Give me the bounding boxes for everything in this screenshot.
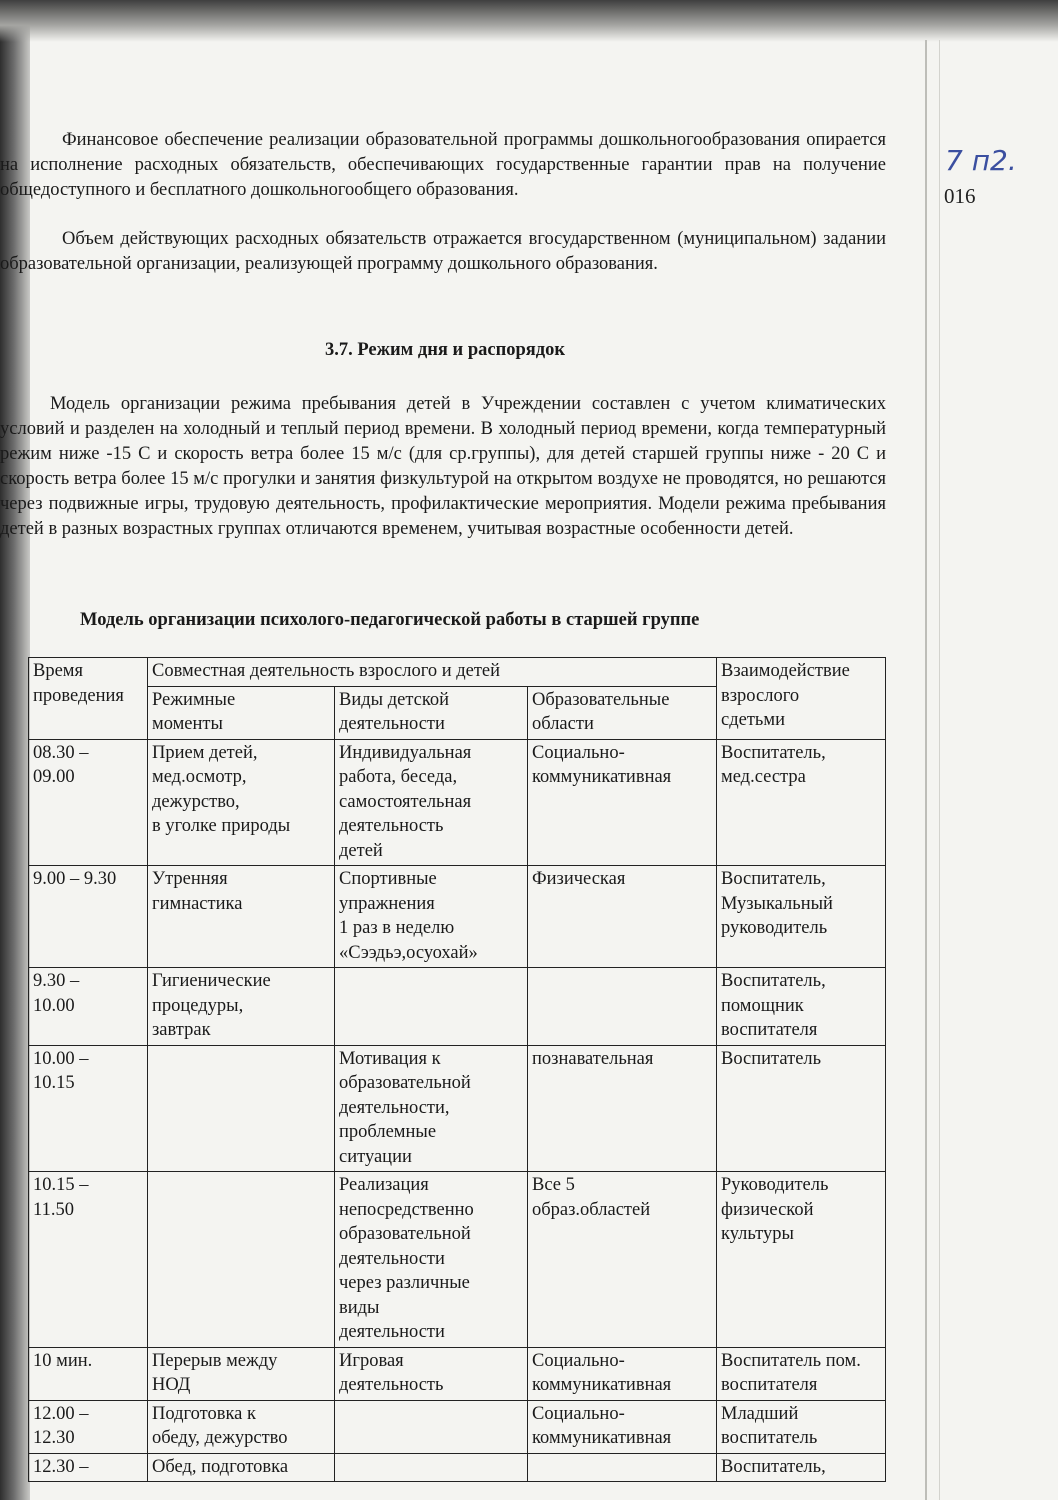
cell-moment: Перерыв между НОД bbox=[148, 1347, 335, 1400]
cell-activity bbox=[335, 968, 528, 1046]
cell-moment bbox=[148, 1045, 335, 1172]
schedule-table bbox=[28, 657, 886, 1482]
cell-activity bbox=[335, 1400, 528, 1453]
header-regime-moments: Режимные моменты bbox=[148, 686, 335, 739]
cell-time: 12.00 – 12.30 bbox=[29, 1400, 148, 1453]
cell-activity: Мотивация к образовательной деятельности, проблемные ситуации bbox=[335, 1045, 528, 1172]
paragraph-volume-text: Объем действующих расходных обязательств отражается вгосударственном (муниципальном) задании образовательной организации, реализующей программу дошкольного образования. bbox=[0, 229, 886, 274]
cell-activity: Игровая деятельность bbox=[335, 1347, 528, 1400]
header-time: Время проведения bbox=[29, 658, 148, 740]
table-title: Модель организации психолого-педагогической работы в старшей группе bbox=[80, 610, 700, 630]
cell-area: познавательная bbox=[528, 1045, 717, 1172]
cell-activity: Спортивные упражнения 1 раз в неделю «Сээдьэ,осуохай» bbox=[335, 866, 528, 968]
table-row bbox=[29, 739, 886, 866]
cell-area: Социально- коммуникативная bbox=[528, 739, 717, 866]
cell-area: Социально- коммуникативная bbox=[528, 1347, 717, 1400]
cell-area: Социально- коммуникативная bbox=[528, 1400, 717, 1453]
cell-activity bbox=[335, 1453, 528, 1482]
table-row bbox=[29, 1045, 886, 1172]
paragraph-volume bbox=[0, 227, 886, 277]
cell-interaction: Воспитатель, помощник воспитателя bbox=[717, 968, 886, 1046]
cell-moment: Подготовка к обеду, дежурство bbox=[148, 1400, 335, 1453]
cell-time: 10 мин. bbox=[29, 1347, 148, 1400]
page-number-fragment: 016 bbox=[944, 184, 976, 208]
cell-area bbox=[528, 968, 717, 1046]
table-row bbox=[29, 1347, 886, 1400]
cell-interaction: Воспитатель, мед.сестра bbox=[717, 739, 886, 866]
cell-interaction: Воспитатель пом. воспитателя bbox=[717, 1347, 886, 1400]
cell-time: 10.15 – 11.50 bbox=[29, 1172, 148, 1348]
cell-interaction: Воспитатель, bbox=[717, 1453, 886, 1482]
scan-top-edge-shadow bbox=[0, 0, 1058, 42]
cell-interaction: Воспитатель, Музыкальный руководитель bbox=[717, 866, 886, 968]
scan-left-edge-shadow bbox=[0, 0, 30, 1500]
underlying-page-edge bbox=[925, 40, 940, 1500]
paragraph-regime bbox=[0, 392, 886, 542]
section-title: 3.7. Режим дня и распорядок bbox=[324, 340, 566, 360]
cell-interaction: Младший воспитатель bbox=[717, 1400, 886, 1453]
cell-moment: Прием детей, мед.осмотр, дежурство, в уголке природы bbox=[148, 739, 335, 866]
table-row bbox=[29, 866, 886, 968]
cell-area bbox=[528, 1453, 717, 1482]
cell-time: 12.30 – bbox=[29, 1453, 148, 1482]
cell-interaction: Руководитель физической культуры bbox=[717, 1172, 886, 1348]
cell-interaction: Воспитатель bbox=[717, 1045, 886, 1172]
cell-moment: Обед, подготовка bbox=[148, 1453, 335, 1482]
paragraph-regime-text: Модель организации режима пребывания детей в Учреждении составлен с учетом климатических условий и разделен на холодный и теплый период времени. В холодный период времени, когда температурный режим ниже -15 С и скорость ветра более 15 м/с (для ср.группы), для детей старшей группы ниже - 20 С и скорость ветра более 15 м/с прогулки и занятия физкультурой на открытом воздухе не проводятся, но решаются через подвижные игры, трудовую деятельность, профилактические мероприятия. Модели режима пребывания детей в разных возрастных группах отличаются временем, учитывая возрастные особенности детей. bbox=[0, 394, 886, 539]
header-activity-types: Виды детской деятельности bbox=[335, 686, 528, 739]
paragraph-financing-text: Финансовое обеспечение реализации образовательной программы дошкольногообразования опирается на исполнение расходных обязательств, обеспечивающих государственные гарантии прав на получение общедоступного и бесплатного дошкольногообщего образования. bbox=[0, 130, 886, 200]
table-row bbox=[29, 1400, 886, 1453]
cell-time: 9.30 – 10.00 bbox=[29, 968, 148, 1046]
cell-time: 10.00 – 10.15 bbox=[29, 1045, 148, 1172]
cell-activity: Индивидуальная работа, беседа, самостоятельная деятельность детей bbox=[335, 739, 528, 866]
cell-activity: Реализация непосредственно образовательной деятельности через различные виды деятельности bbox=[335, 1172, 528, 1348]
cell-moment bbox=[148, 1172, 335, 1348]
table-header-row bbox=[29, 658, 886, 687]
header-joint-activity: Совместная деятельность взрослого и детей bbox=[148, 658, 717, 687]
table-row bbox=[29, 1172, 886, 1348]
cell-area: Физическая bbox=[528, 866, 717, 968]
handwritten-mark: 7 п2. bbox=[945, 144, 1017, 177]
cell-moment: Гигиенические процедуры, завтрак bbox=[148, 968, 335, 1046]
cell-moment: Утренняя гимнастика bbox=[148, 866, 335, 968]
table-row bbox=[29, 968, 886, 1046]
cell-time: 9.00 – 9.30 bbox=[29, 866, 148, 968]
table-row bbox=[29, 1453, 886, 1482]
cell-area: Все 5 образ.областей bbox=[528, 1172, 717, 1348]
cell-time: 08.30 – 09.00 bbox=[29, 739, 148, 866]
header-edu-areas: Образовательные области bbox=[528, 686, 717, 739]
header-interaction: Взаимодействие взрослого сдетьми bbox=[717, 658, 886, 740]
